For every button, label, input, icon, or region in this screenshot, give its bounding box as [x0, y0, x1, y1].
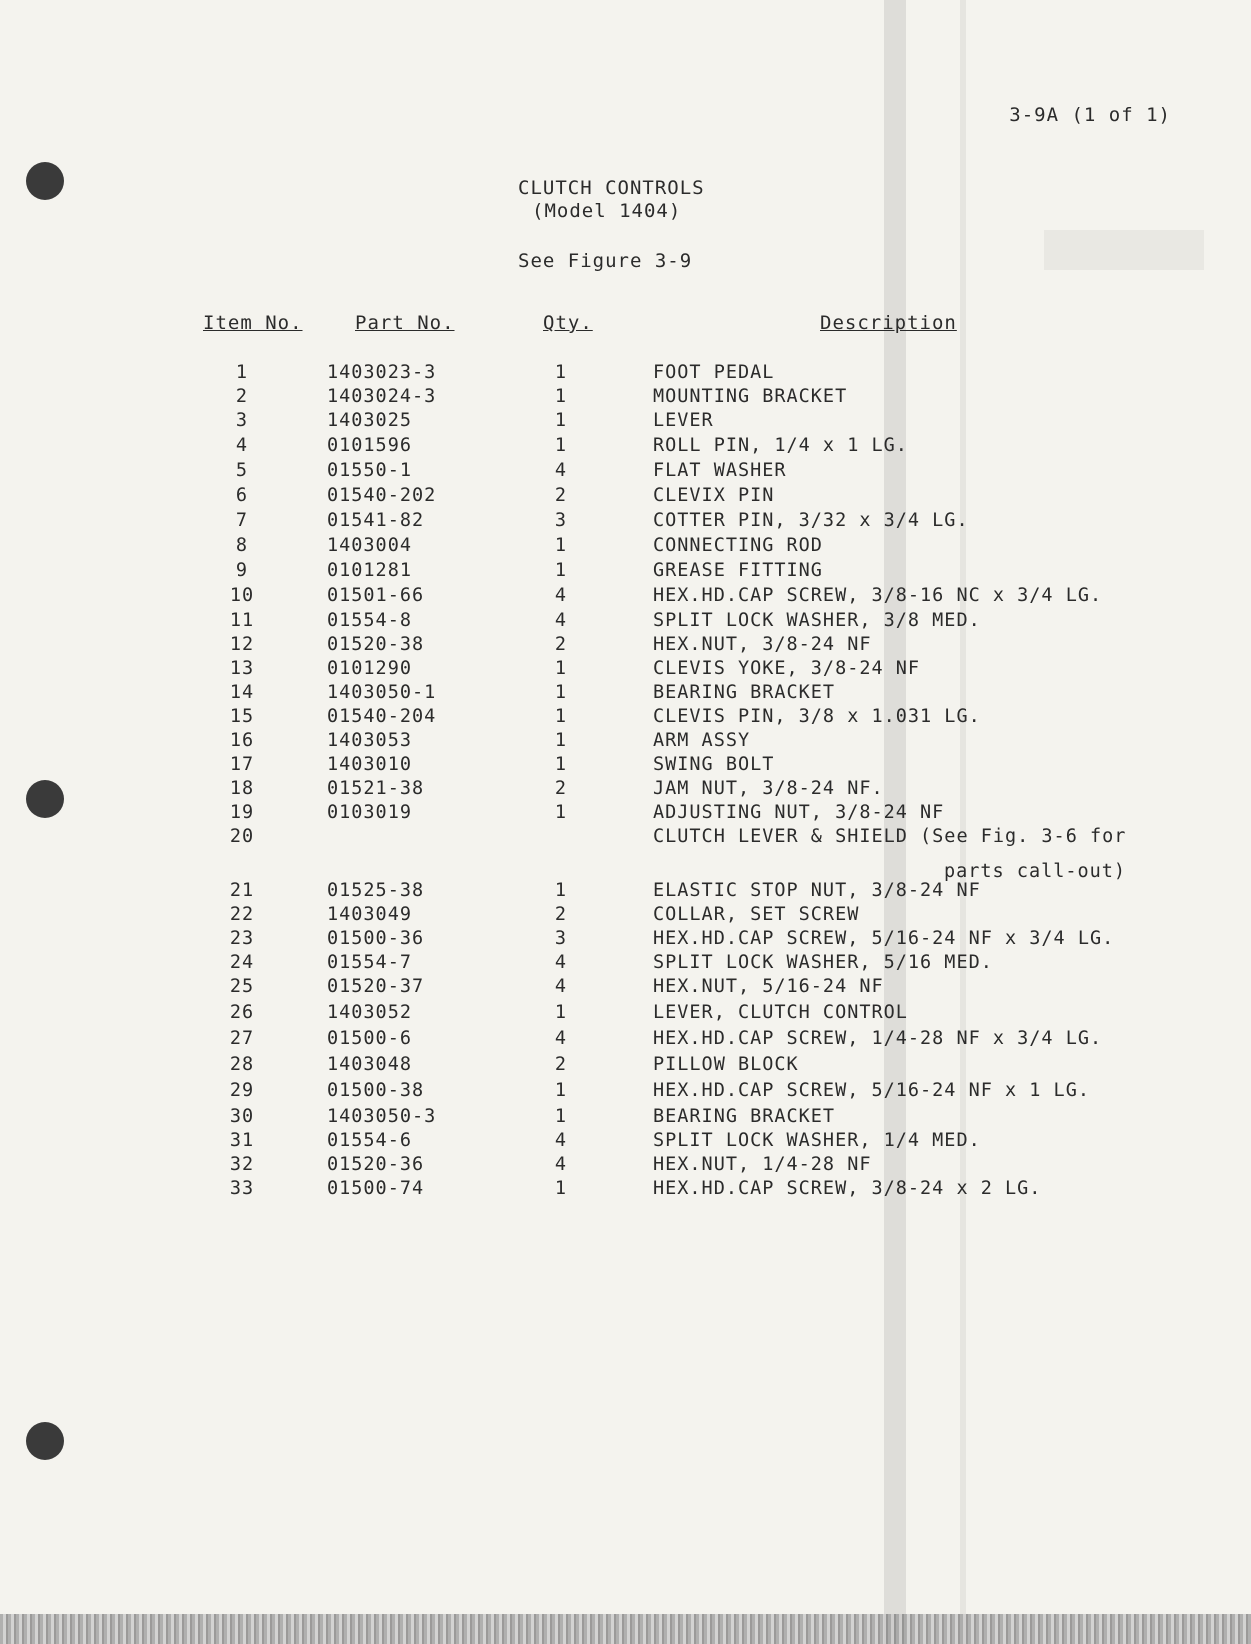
item-no-cell: 32	[229, 1154, 255, 1175]
table-row	[0, 560, 1251, 584]
description-cell: HEX.HD.CAP SCREW, 5/16-24 NF x 1 LG.	[653, 1080, 1090, 1101]
qty-cell: 4	[554, 585, 568, 606]
part-no-cell: 01540-202	[327, 485, 437, 506]
description-cell: LEVER	[653, 410, 714, 431]
table-row	[0, 1130, 1251, 1154]
part-no-cell: 1403010	[327, 754, 412, 775]
item-no-cell: 20	[229, 826, 255, 847]
item-no-cell: 30	[229, 1106, 255, 1127]
table-row	[0, 485, 1251, 509]
scan-edge-bar	[0, 1614, 1251, 1644]
item-no-cell: 8	[235, 535, 249, 556]
header-qty: Qty.	[543, 312, 593, 334]
item-no-cell: 27	[229, 1028, 255, 1049]
qty-cell: 1	[554, 1178, 568, 1199]
qty-cell: 4	[554, 1130, 568, 1151]
table-row	[0, 535, 1251, 559]
description-cell: ROLL PIN, 1/4 x 1 LG.	[653, 435, 908, 456]
description-cell: FLAT WASHER	[653, 460, 787, 481]
item-no-cell: 2	[235, 386, 249, 407]
description-cell: BEARING BRACKET	[653, 682, 836, 703]
table-row	[0, 386, 1251, 410]
table-row	[0, 610, 1251, 634]
table-row	[0, 510, 1251, 534]
item-no-cell: 17	[229, 754, 255, 775]
part-no-cell: 01554-6	[327, 1130, 412, 1151]
qty-cell: 2	[554, 778, 568, 799]
table-row	[0, 658, 1251, 682]
qty-cell: 1	[554, 658, 568, 679]
item-no-cell: 25	[229, 976, 255, 997]
qty-cell: 1	[554, 880, 568, 901]
item-no-cell: 4	[235, 435, 249, 456]
table-row	[0, 435, 1251, 459]
item-no-cell: 5	[235, 460, 249, 481]
description-cell: ARM ASSY	[653, 730, 751, 751]
qty-cell: 4	[554, 976, 568, 997]
part-no-cell: 01520-36	[327, 1154, 425, 1175]
item-no-cell: 18	[229, 778, 255, 799]
part-no-cell: 1403053	[327, 730, 412, 751]
description-cell: ELASTIC STOP NUT, 3/8-24 NF	[653, 880, 981, 901]
table-row	[0, 1002, 1251, 1026]
qty-cell: 4	[554, 460, 568, 481]
table-row	[0, 802, 1251, 826]
part-no-cell: 01554-7	[327, 952, 412, 973]
table-row	[0, 634, 1251, 658]
description-cell: HEX.NUT, 3/8-24 NF	[653, 634, 872, 655]
description-cell: CLEVIX PIN	[653, 485, 775, 506]
qty-cell: 1	[554, 706, 568, 727]
table-row	[0, 880, 1251, 904]
part-no-cell: 01521-38	[327, 778, 425, 799]
table-row	[0, 904, 1251, 928]
table-row	[0, 976, 1251, 1000]
part-no-cell: 1403048	[327, 1054, 412, 1075]
description-cell: CONNECTING ROD	[653, 535, 823, 556]
table-row	[0, 460, 1251, 484]
table-row	[0, 1054, 1251, 1078]
qty-cell: 2	[554, 1054, 568, 1075]
part-no-cell: 01500-74	[327, 1178, 425, 1199]
item-no-cell: 23	[229, 928, 255, 949]
description-cell: FOOT PEDAL	[653, 362, 775, 383]
table-row	[0, 928, 1251, 952]
part-no-cell: 01540-204	[327, 706, 437, 727]
part-no-cell: 01500-36	[327, 928, 425, 949]
qty-cell: 2	[554, 634, 568, 655]
qty-cell: 1	[554, 410, 568, 431]
item-no-cell: 13	[229, 658, 255, 679]
item-no-cell: 24	[229, 952, 255, 973]
description-cell: SWING BOLT	[653, 754, 775, 775]
qty-cell: 1	[554, 1106, 568, 1127]
item-no-cell: 28	[229, 1054, 255, 1075]
punch-hole-bottom	[26, 1422, 64, 1460]
qty-cell: 3	[554, 928, 568, 949]
header-description: Description	[820, 312, 957, 334]
description-cell: HEX.HD.CAP SCREW, 3/8-16 NC x 3/4 LG.	[653, 585, 1103, 606]
part-no-cell: 01525-38	[327, 880, 425, 901]
item-no-cell: 9	[235, 560, 249, 581]
table-row	[0, 585, 1251, 609]
part-no-cell: 1403004	[327, 535, 412, 556]
part-no-cell: 0103019	[327, 802, 412, 823]
qty-cell: 1	[554, 1080, 568, 1101]
description-cell: HEX.HD.CAP SCREW, 3/8-24 x 2 LG.	[653, 1178, 1042, 1199]
qty-cell: 1	[554, 802, 568, 823]
qty-cell: 1	[554, 435, 568, 456]
part-no-cell: 01550-1	[327, 460, 412, 481]
table-row	[0, 1178, 1251, 1202]
item-no-cell: 7	[235, 510, 249, 531]
table-row	[0, 682, 1251, 706]
part-no-cell: 0101596	[327, 435, 412, 456]
description-cell: SPLIT LOCK WASHER, 5/16 MED.	[653, 952, 993, 973]
table-row	[0, 706, 1251, 730]
part-no-cell: 1403052	[327, 1002, 412, 1023]
part-no-cell: 01501-66	[327, 585, 425, 606]
item-no-cell: 10	[229, 585, 255, 606]
page-number: 3-9A (1 of 1)	[1009, 104, 1171, 126]
description-cell: BEARING BRACKET	[653, 1106, 836, 1127]
item-no-cell: 22	[229, 904, 255, 925]
part-no-cell: 01520-38	[327, 634, 425, 655]
table-row	[0, 1154, 1251, 1178]
part-no-cell: 1403025	[327, 410, 412, 431]
table-row	[0, 754, 1251, 778]
item-no-cell: 31	[229, 1130, 255, 1151]
qty-cell: 1	[554, 1002, 568, 1023]
part-no-cell: 1403024-3	[327, 386, 437, 407]
qty-cell: 1	[554, 682, 568, 703]
qty-cell: 4	[554, 610, 568, 631]
qty-cell: 1	[554, 362, 568, 383]
qty-cell: 1	[554, 754, 568, 775]
description-cell: ADJUSTING NUT, 3/8-24 NF	[653, 802, 945, 823]
part-no-cell: 01554-8	[327, 610, 412, 631]
punch-hole-top	[26, 162, 64, 200]
qty-cell: 3	[554, 510, 568, 531]
description-cell: SPLIT LOCK WASHER, 1/4 MED.	[653, 1130, 981, 1151]
table-row	[0, 952, 1251, 976]
item-no-cell: 6	[235, 485, 249, 506]
item-no-cell: 11	[229, 610, 255, 631]
qty-cell: 1	[554, 560, 568, 581]
page-subtitle: (Model 1404)	[532, 200, 682, 222]
part-no-cell: 01520-37	[327, 976, 425, 997]
part-no-cell: 1403049	[327, 904, 412, 925]
description-cell: HEX.HD.CAP SCREW, 5/16-24 NF x 3/4 LG.	[653, 928, 1115, 949]
qty-cell: 2	[554, 904, 568, 925]
description-cell: CLEVIS YOKE, 3/8-24 NF	[653, 658, 921, 679]
item-no-cell: 19	[229, 802, 255, 823]
qty-cell: 1	[554, 730, 568, 751]
description-cell: CLEVIS PIN, 3/8 x 1.031 LG.	[653, 706, 981, 727]
table-row	[0, 1028, 1251, 1052]
part-no-cell: 1403050-3	[327, 1106, 437, 1127]
part-no-cell: 0101290	[327, 658, 412, 679]
description-cell: COTTER PIN, 3/32 x 3/4 LG.	[653, 510, 969, 531]
table-row	[0, 1106, 1251, 1130]
item-no-cell: 3	[235, 410, 249, 431]
table-row	[0, 826, 1251, 850]
item-no-cell: 29	[229, 1080, 255, 1101]
qty-cell: 4	[554, 1154, 568, 1175]
qty-cell: 4	[554, 952, 568, 973]
item-no-cell: 14	[229, 682, 255, 703]
table-row	[0, 778, 1251, 802]
description-cell: CLUTCH LEVER & SHIELD (See Fig. 3-6 for	[653, 826, 1127, 847]
item-no-cell: 16	[229, 730, 255, 751]
table-row	[0, 730, 1251, 754]
header-part-no: Part No.	[355, 312, 455, 334]
table-row	[0, 1080, 1251, 1104]
description-cell: SPLIT LOCK WASHER, 3/8 MED.	[653, 610, 981, 631]
row20-continuation: parts call-out)	[944, 861, 1127, 882]
description-cell: GREASE FITTING	[653, 560, 823, 581]
qty-cell: 2	[554, 485, 568, 506]
table-row	[0, 410, 1251, 434]
part-no-cell: 01500-6	[327, 1028, 412, 1049]
description-cell: HEX.NUT, 1/4-28 NF	[653, 1154, 872, 1175]
qty-cell: 1	[554, 535, 568, 556]
table-row	[0, 362, 1251, 386]
description-cell: COLLAR, SET SCREW	[653, 904, 860, 925]
qty-cell: 4	[554, 1028, 568, 1049]
item-no-cell: 33	[229, 1178, 255, 1199]
scan-streak	[1044, 230, 1204, 270]
description-cell: MOUNTING BRACKET	[653, 386, 848, 407]
description-cell: LEVER, CLUTCH CONTROL	[653, 1002, 908, 1023]
item-no-cell: 1	[235, 362, 249, 383]
description-cell: PILLOW BLOCK	[653, 1054, 799, 1075]
item-no-cell: 12	[229, 634, 255, 655]
figure-reference: See Figure 3-9	[518, 250, 693, 272]
description-cell: JAM NUT, 3/8-24 NF.	[653, 778, 884, 799]
part-no-cell: 01541-82	[327, 510, 425, 531]
part-no-cell: 1403023-3	[327, 362, 437, 383]
item-no-cell: 15	[229, 706, 255, 727]
description-cell: HEX.HD.CAP SCREW, 1/4-28 NF x 3/4 LG.	[653, 1028, 1103, 1049]
page-title: CLUTCH CONTROLS	[518, 177, 705, 199]
item-no-cell: 21	[229, 880, 255, 901]
part-no-cell: 1403050-1	[327, 682, 437, 703]
part-no-cell: 0101281	[327, 560, 412, 581]
header-item-no: Item No.	[203, 312, 303, 334]
qty-cell: 1	[554, 386, 568, 407]
part-no-cell: 01500-38	[327, 1080, 425, 1101]
item-no-cell: 26	[229, 1002, 255, 1023]
description-cell: HEX.NUT, 5/16-24 NF	[653, 976, 884, 997]
